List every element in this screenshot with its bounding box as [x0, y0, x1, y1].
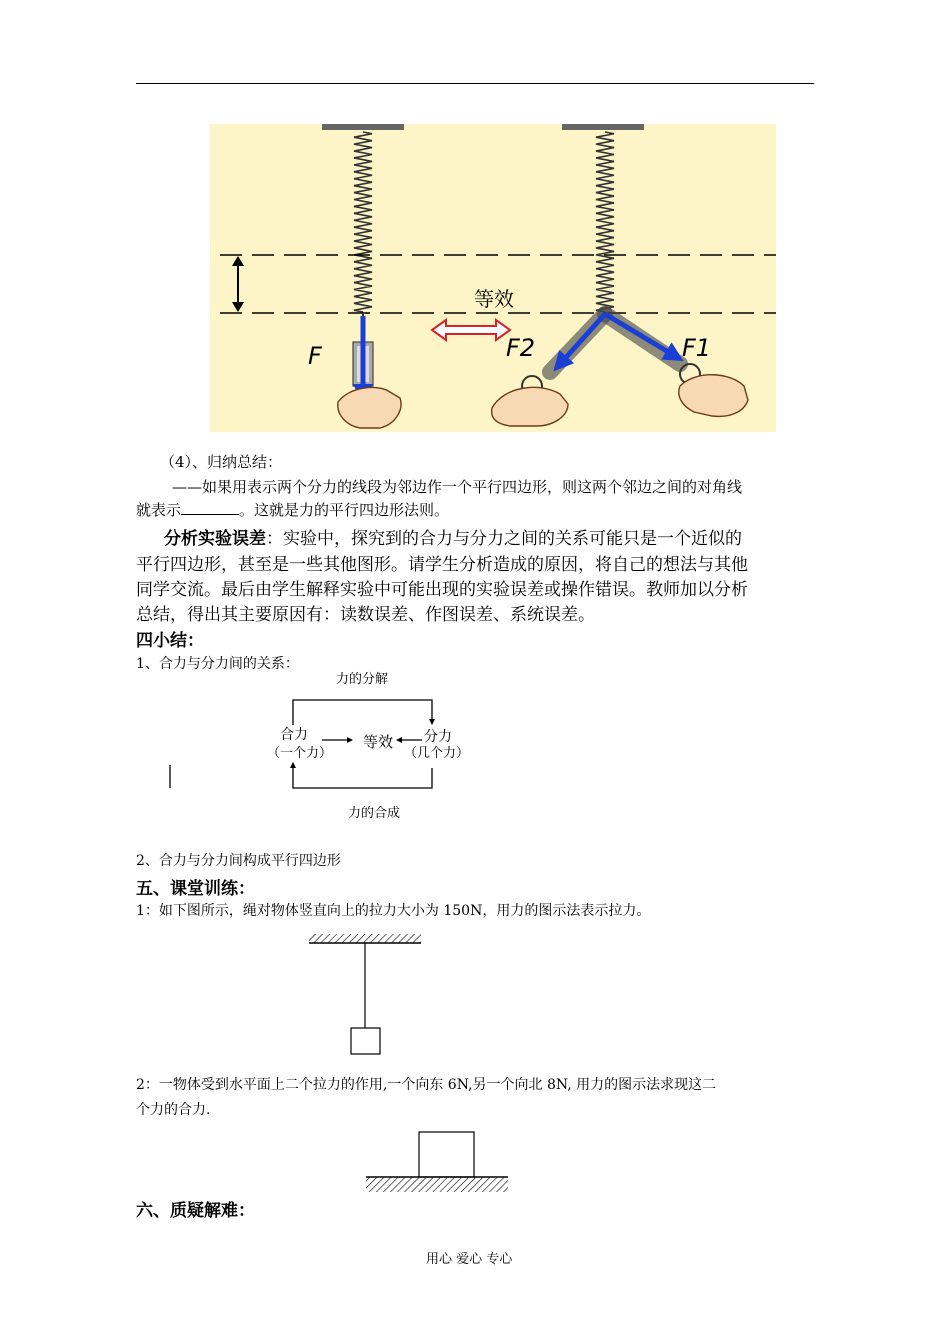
- answer-blank: [181, 500, 239, 515]
- footer-text: 用心 爱心 专心: [426, 1252, 513, 1267]
- error-analysis-label: 分析实验误差: [164, 529, 266, 549]
- error-analysis-line1-text: ：实验中，探究到的合力与分力之间的关系可能只是一个近似的: [266, 529, 742, 549]
- error-analysis-line2: 平行四边形，甚至是一些其他图形。请学生分析造成的原因，将自己的想法与其他: [136, 555, 748, 575]
- exercise-q2-line2: 个力的合力.: [136, 1102, 211, 1118]
- exercise-q2-line1: 2：一物体受到水平面上二个拉力的作用,一个向东 6N,另一个向北 8N, 用力的图示法求现这二: [136, 1077, 717, 1093]
- spring-balance-figure: [210, 124, 776, 432]
- summary-item1: 1、合力与分力间的关系：: [136, 656, 299, 672]
- error-analysis-line4: 总结，得出其主要原因有：读数误差、作图误差、系统误差。: [136, 605, 595, 625]
- force-label-f1: F1: [682, 334, 712, 362]
- label-components: 分力: [424, 729, 452, 745]
- composition-path: [293, 763, 432, 788]
- section4-heading: （4）、归纳总结：: [160, 453, 283, 471]
- ceiling-left: [322, 124, 404, 130]
- ground-block-figure: [362, 1128, 512, 1198]
- section6-heading: 六、质疑解难：: [136, 1201, 255, 1221]
- section4-line2-after: 。这就是力的平行四边形法则。: [239, 501, 450, 519]
- hanging-block: [351, 1028, 380, 1054]
- section4-line2-before: 就表示: [136, 501, 182, 519]
- force-label-f: F: [308, 342, 322, 370]
- header-rule: [136, 83, 814, 84]
- summary-heading: 四小结：: [136, 631, 204, 651]
- equiv-label: 等效: [474, 287, 514, 311]
- decomposition-path: [293, 700, 432, 725]
- label-equivalent: 等效: [363, 733, 394, 751]
- force-label-f2: F2: [506, 334, 536, 362]
- label-components-sub: （几个力）: [404, 746, 470, 761]
- label-resultant: 合力: [280, 727, 308, 743]
- label-resultant-sub: （一个力）: [267, 746, 333, 761]
- error-analysis-line3: 同学交流。最后由学生解释实验中可能出现的实验误差或操作错误。教师加以分析: [136, 580, 748, 600]
- ground-block: [419, 1132, 474, 1177]
- label-decomposition: 力的分解: [336, 672, 389, 687]
- exercise-q1: 1：如下图所示，绳对物体竖直向上的拉力大小为 150N，用力的图示法表示拉力。: [136, 903, 651, 919]
- left-hand: [338, 387, 401, 428]
- summary-item2: 2、合力与分力间构成平行四边形: [136, 853, 341, 869]
- ceiling-hatch: [309, 934, 421, 943]
- section4-line2: [136, 499, 449, 520]
- error-analysis-line1: [164, 524, 742, 549]
- section4-line1: ——如果用表示两个分力的线段为邻边作一个平行四边形，则这两个邻边之间的对角线: [172, 478, 743, 496]
- exercises-heading: 五、课堂训练：: [136, 879, 255, 899]
- ceiling-right: [562, 124, 644, 130]
- label-composition: 力的合成: [348, 806, 401, 821]
- hanging-block-figure: [305, 930, 425, 1060]
- ground-hatch: [366, 1177, 508, 1192]
